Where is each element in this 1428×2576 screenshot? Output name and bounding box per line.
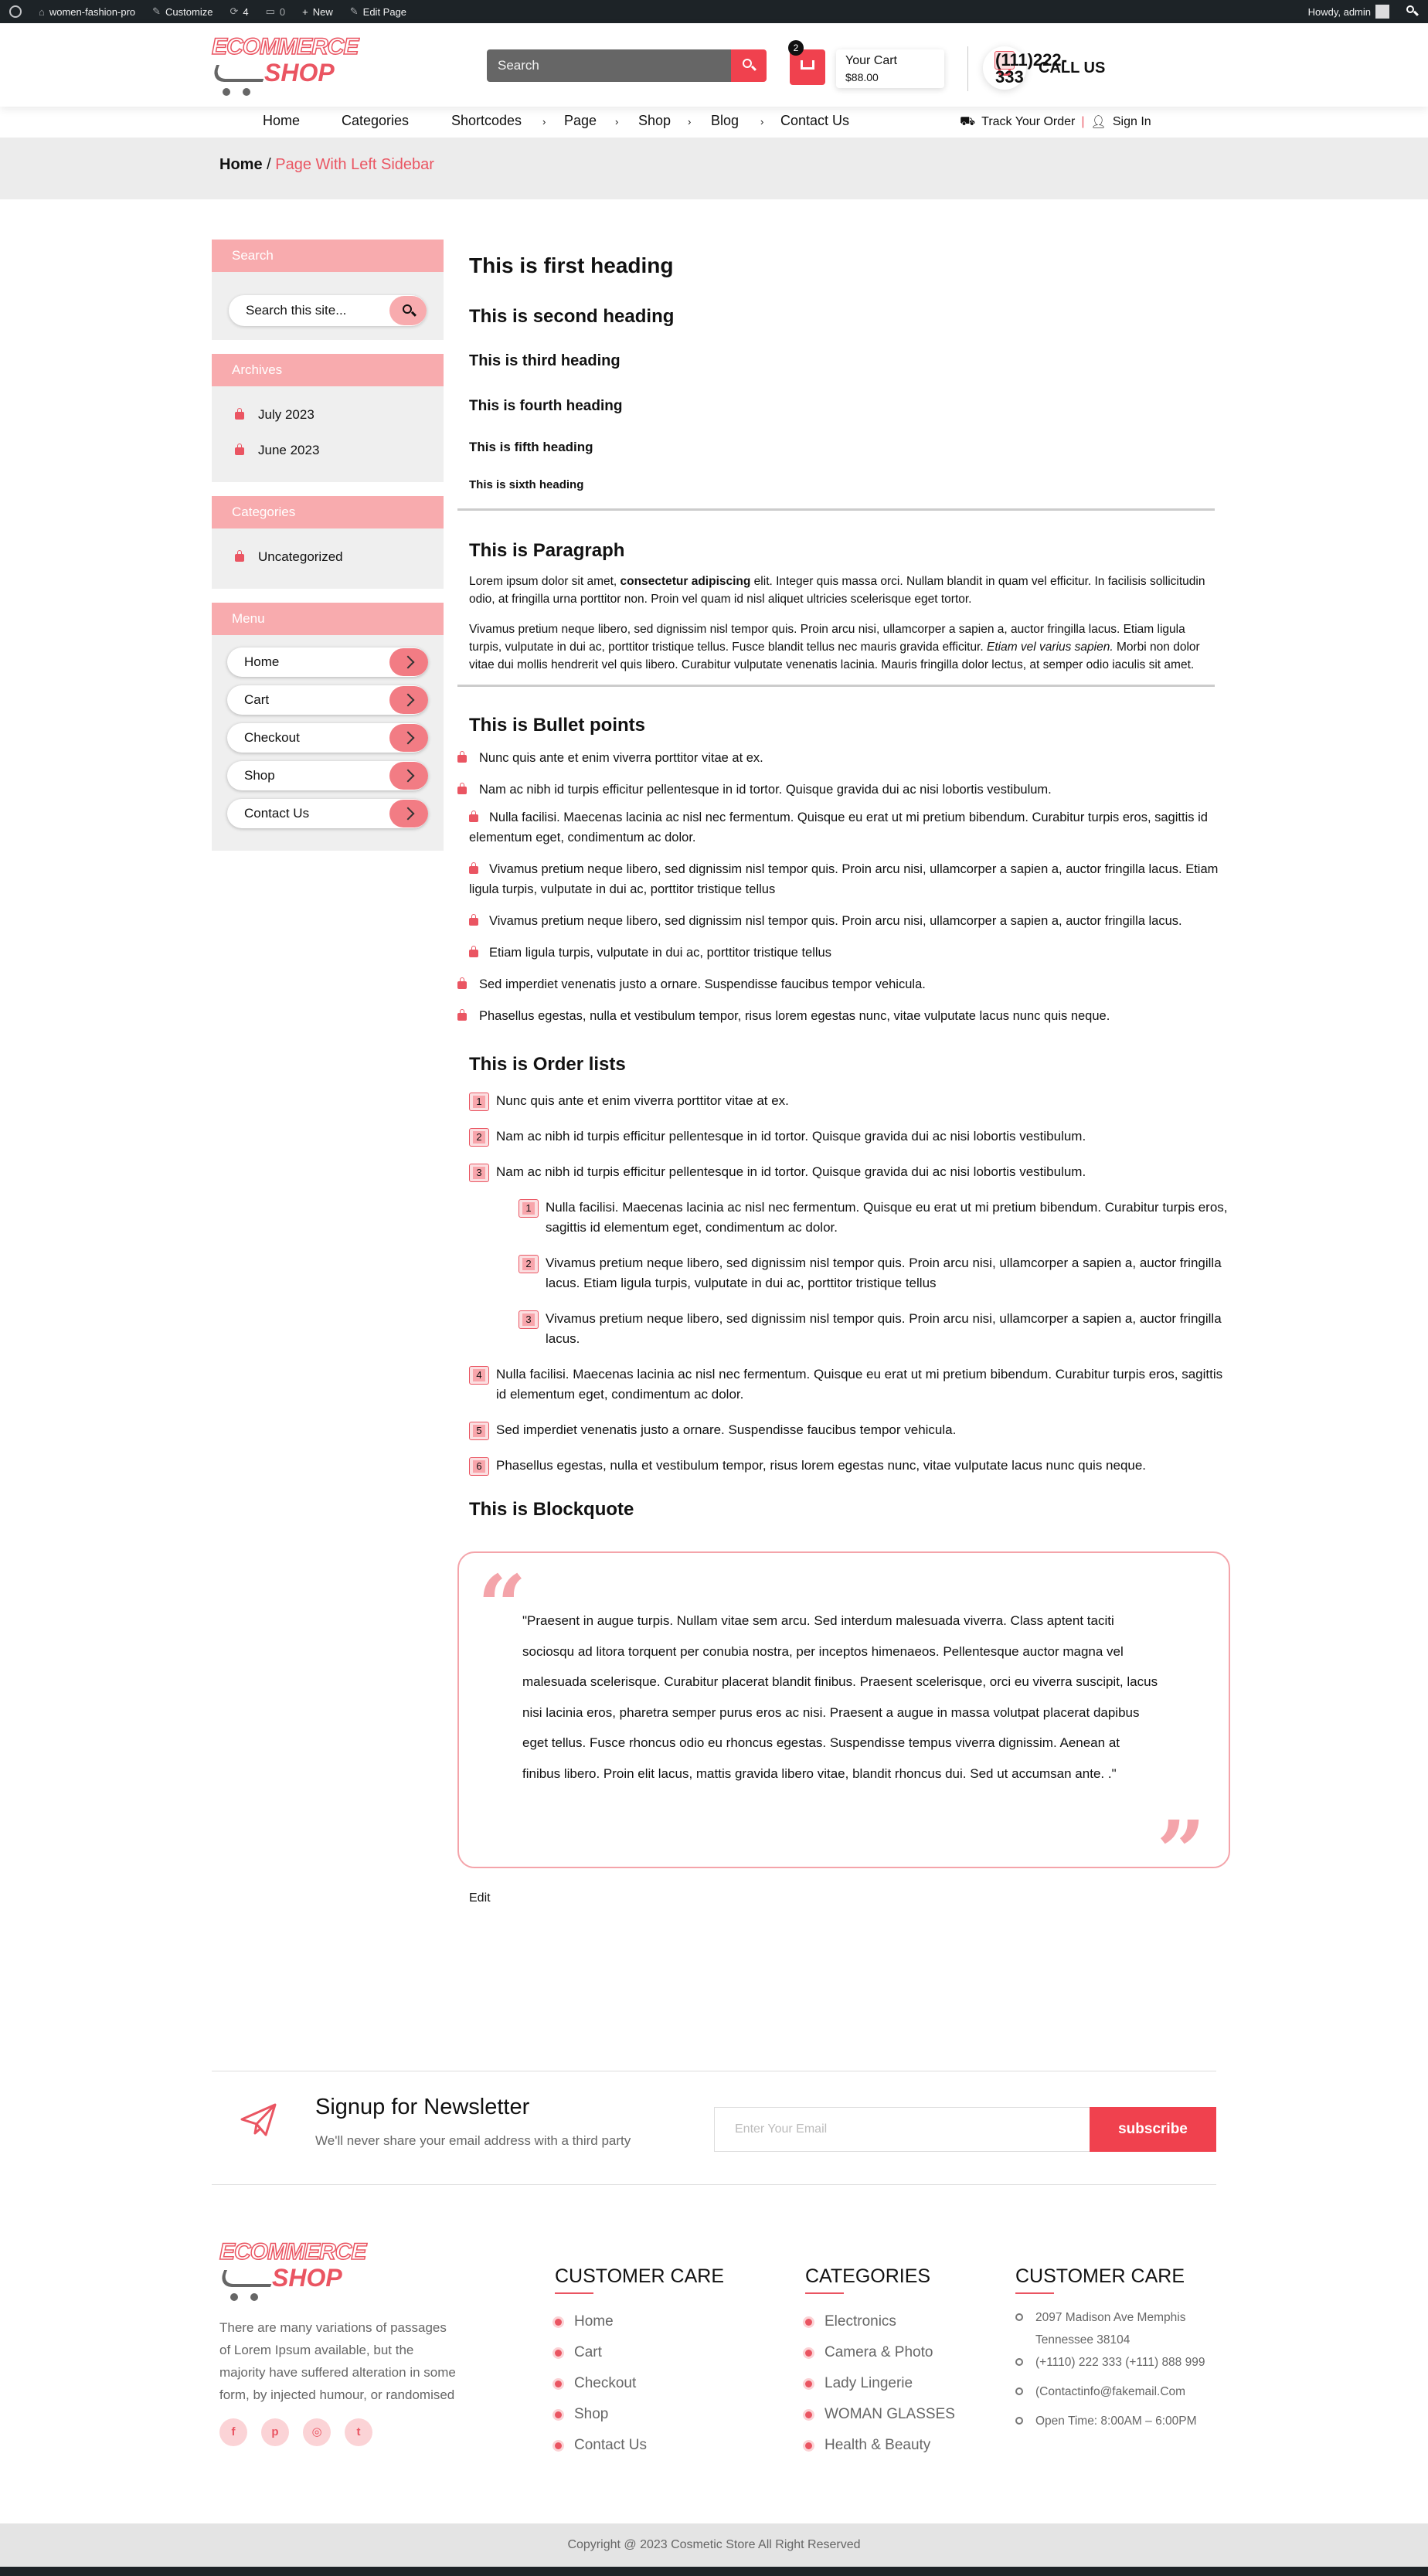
bag-icon [469,918,478,926]
bullet-list [457,974,1230,1026]
sidebar-menu-shop[interactable]: Shop [227,761,428,790]
bag-icon [469,866,478,874]
divider [457,685,1215,687]
site-logo[interactable]: ECOMMERCE SHOP [212,34,343,96]
archive-item[interactable]: July 2023 [235,397,420,433]
sidebar-menu-checkout[interactable]: Checkout [227,723,428,753]
admin-site-name[interactable]: ⌂ women-fashion-pro [39,5,136,18]
pencil-icon: ✎ [349,5,359,17]
list-item: Nam ac nibh id turpis efficitur pellentesque in id tortor. Quisque gravida dui ac nisi lobortis vestibulum. [457,780,1230,800]
nav-contact-us[interactable]: Contact Us [780,113,850,128]
footer-link[interactable]: Cart [555,2337,724,2368]
newsletter [212,2071,1216,2185]
admin-bar [0,0,1428,23]
bag-icon [235,447,244,455]
quote-close-icon: ” [1156,1802,1205,1901]
footer-logo[interactable]: ECOMMERCE SHOP [219,2239,351,2301]
mail-icon [1015,2387,1023,2395]
header-search [487,49,767,82]
footer-contact: CUSTOMER CARE 2097 Madison Ave Memphis Tennessee 38104 (+1110) 222 333 (+111) 888 999 (Contactinfo@fakemail.Com Open Time: 8:00AM – 6:00PM [1015,2265,1224,2439]
list-item: Vivamus pretium neque libero, sed dignissim nisl tempor quis. Proin arcu nisi, ullamcorper a sapien a, auctor fringilla lacus. Etiam ligula turpis, vulputate in dui ac, porttitor tristique tellus [469,862,1219,896]
heading-2: This is second heading [469,306,675,327]
paragraph: Vivamus pretium neque libero, sed dignissim nisl tempor quis. Proin arcu nisi, ullamcorper a sapien a, auctor fringilla lacus. Etiam ligula turpis, vulputate in dui ac, porttitor tristique tellus. Fusce blandit tellus nec mauris gravida efficitur. Etiam vel varius sapien. Morbi non dolor vitae dui mollis hendrerit vel quis libero. Curabitur vulputate venenatis lacinia. Mauris fringilla dolor lectus, at semper odio iaculis sit amet. [469,623,1200,671]
search-icon [743,59,752,68]
admin-edit-page[interactable]: ✎ Edit Page [349,5,407,18]
footer-link[interactable]: Contact Us [555,2430,724,2461]
chevron-right-icon: › [688,116,692,127]
footer-link[interactable]: WOMAN GLASSES [805,2399,955,2430]
call-number[interactable]: (111)222-333 [995,50,1067,87]
subscribe-button[interactable]: subscribe [1090,2107,1216,2152]
admin-account[interactable]: Howdy, admin [1308,5,1389,19]
header-search-input[interactable] [487,49,731,82]
chevron-right-icon[interactable] [389,648,428,676]
footer-about: There are many variations of passages of Lorem Ipsum available, but the majority have suffered alteration in some form, by injected humour, or randomised [219,2320,456,2402]
breadcrumb-current: Page With Left Sidebar [275,156,434,173]
footer-link[interactable]: Shop [555,2399,724,2430]
track-order-link[interactable]: Track Your Order [981,115,1076,128]
footer-customer-care: CUSTOMER CARE Home Cart Checkout Shop Contact Us [555,2265,724,2461]
social-links [219,2418,372,2446]
footer-hours: Open Time: 8:00AM – 6:00PM [1015,2410,1224,2439]
footer-link[interactable]: Health & Beauty [805,2430,955,2461]
bag-icon [457,787,467,794]
site-header [0,23,1428,107]
nav-page[interactable]: Page [564,113,597,128]
bag-icon [235,412,244,420]
home-icon: ⌂ [39,5,45,18]
admin-comments[interactable]: ▭ 0 [265,5,286,18]
quote-open-icon: “ [478,1556,527,1656]
heading-3: This is third heading [469,352,620,369]
sidebar-search-input[interactable]: Search this site... [229,295,427,326]
list-item: 2 Vivamus pretium neque libero, sed dignissim nisl tempor quis. Proin arcu nisi, ullamcorper a sapien a, auctor fringilla lacus. Etiam ligula turpis, vulputate in dui ac, porttitor tristique tellus [507,1253,1230,1293]
footer-link[interactable]: Home [555,2306,724,2337]
refresh-icon: ⟳ [230,5,239,17]
blockquote-title: This is Blockquote [469,1499,634,1520]
admin-search-icon[interactable] [1406,5,1419,18]
newsletter-title: Signup for Newsletter [315,2095,530,2119]
heading-1: This is first heading [469,253,674,277]
edit-link[interactable]: Edit [469,1891,491,1905]
breadcrumb-home[interactable]: Home [219,156,263,173]
admin-new[interactable]: + New [302,5,333,18]
bag-icon [457,755,467,763]
phone-icon [1015,2358,1023,2366]
newsletter-subtitle: We'll never share your email address with a third party [315,2133,631,2148]
list-item: Etiam ligula turpis, vulputate in dui ac, porttitor tristique tellus [457,943,1230,963]
list-item: 1 Nunc quis ante et enim viverra porttitor vitae at ex. [457,1091,1230,1111]
list-item: 1 Nulla facilisi. Maecenas lacinia ac nisl nec fermentum. Quisque eu erat ut mi pretium bibendum. Curabitur turpis eros, sagittis id elementum eget, condimentum ac dolor. [507,1198,1230,1238]
admin-customize[interactable]: ✎ Customize [152,5,213,18]
list-item: 2 Nam ac nibh id turpis efficitur pellentesque in id tortor. Quisque gravida dui ac nisi lobortis vestibulum. [457,1127,1230,1147]
page-content [457,240,1230,1905]
admin-updates[interactable]: ⟳ 4 [230,5,249,18]
list-item: 6 Phasellus egestas, nulla et vestibulum tempor, risus lorem egestas nunc, vitae vulputate lacus nunc quis neque. [457,1456,1230,1476]
footer-phone: (+1110) 222 333 (+111) 888 999 [1015,2351,1224,2381]
user-icon: 👤︎ [1090,116,1107,129]
nav-shortcodes[interactable]: Shortcodes [451,113,522,128]
list-item: Vivamus pretium neque libero, sed dignissim nisl tempor quis. Proin arcu nisi, ullamcorper a sapien a, auctor fringilla lacus. [457,911,1230,931]
logo-cart-icon [218,2270,277,2287]
instagram-icon[interactable]: ◎ [303,2418,331,2446]
footer-categories: CATEGORIES Electronics Camera & Photo Lady Lingerie WOMAN GLASSES Health & Beauty [805,2265,955,2461]
chevron-right-icon: › [760,116,764,127]
footer-email[interactable]: (Contactinfo@fakemail.Com [1015,2381,1224,2410]
chevron-right-icon: › [615,116,619,127]
sidebar-menu-home[interactable]: Home [227,647,428,677]
location-icon [1015,2313,1023,2321]
nav-categories[interactable]: Categories [342,113,410,128]
heading-6: This is sixth heading [469,478,584,491]
menu-widget: Menu Home Cart Checkout Shop Contact Us [212,603,444,851]
heading-4: This is fourth heading [469,398,623,414]
list-item: 4 Nulla facilisi. Maecenas lacinia ac nisl nec fermentum. Quisque eu erat ut mi pretium bibendum. Curabitur turpis eros, sagittis id elementum eget, condimentum ac dolor. [457,1364,1230,1405]
categories-widget: Categories Uncategorized [212,496,444,589]
twitter-icon[interactable]: t [345,2418,372,2446]
ordered-list [457,1091,1230,1182]
clock-icon [1015,2417,1023,2425]
footer-link[interactable]: Electronics [805,2306,955,2337]
chevron-right-icon[interactable] [389,800,428,828]
cart-amount: $88.00 [845,71,879,83]
chevron-right-icon[interactable] [389,686,428,714]
list-item: Nunc quis ante et enim viverra porttitor vitae at ex. [457,748,1230,768]
header-cart[interactable] [790,42,950,110]
list-item: 5 Sed imperdiet venenatis justo a ornare. Suspendisse faucibus tempor vehicula. [457,1420,1230,1440]
archives-widget: Archives July 2023 June 2023 [212,354,444,482]
cart-summary[interactable]: Your Cart $88.00 [836,49,944,88]
search-widget: Search Search this site... [212,240,444,340]
list-item: Sed imperdiet venenatis justo a ornare. Suspendisse faucibus tempor vehicula. [457,974,1230,994]
comment-icon: ▭ [265,5,275,17]
call-us: CALL US (111)222-333 [983,46,1105,90]
sidebar-menu-contact-us[interactable]: Contact Us [227,799,428,828]
site-footer [212,2233,1216,2465]
bag-icon [457,981,467,989]
copyright-bar: Copyright @ 2023 Cosmetic Store All Right Reserved [0,2523,1428,2567]
bag-icon [469,814,478,822]
heading-5: This is fifth heading [469,440,593,454]
avatar [1375,5,1389,19]
divider [457,508,1215,511]
archive-item[interactable]: June 2023 [235,433,420,468]
search-icon [403,304,412,314]
chevron-right-icon[interactable] [389,724,428,752]
logo-cart-icon [210,65,269,82]
bullet-title: This is Bullet points [469,715,646,736]
bag-icon [235,554,244,562]
bottom-bar [0,2567,1428,2576]
header-search-button[interactable] [731,49,767,82]
bag-icon [469,950,478,957]
order-title: This is Order lists [469,1054,626,1075]
paragraph-title: This is Paragraph [469,540,625,561]
wordpress-logo-icon[interactable] [9,5,22,18]
newsletter-email-input[interactable]: Enter Your Email [714,2107,1091,2152]
sub-bullet-list [457,807,1230,963]
nav-home[interactable]: Home [263,113,301,128]
sub-ordered-list [457,1198,1230,1349]
footer-link[interactable]: Lady Lingerie [805,2368,955,2399]
category-item[interactable]: Uncategorized [235,539,420,575]
main-nav: Home Categories Shortcodes › Page › Shop › Blog › Contact Us ⛟ Track Your Order | 👤︎ Sign In [263,113,1151,129]
left-sidebar [212,240,444,865]
cart-count-badge: 2 [788,40,804,56]
paper-plane-icon [240,2102,278,2138]
header-divider [967,46,968,91]
cart-icon[interactable] [790,42,825,85]
list-item: 3 Vivamus pretium neque libero, sed dignissim nisl tempor quis. Proin arcu nisi, ullamcorper a sapien a, auctor fringilla lacus. [507,1309,1230,1349]
pinterest-icon[interactable]: p [261,2418,289,2446]
bag-icon [457,1013,467,1021]
chevron-right-icon[interactable] [389,762,428,790]
list-item: Phasellus egestas, nulla et vestibulum tempor, risus lorem egestas nunc, vitae vulputate lacus nunc quis neque. [457,1006,1230,1026]
sidebar-search-button[interactable] [389,296,427,325]
nav-blog[interactable]: Blog [711,113,740,128]
facebook-icon[interactable]: f [219,2418,247,2446]
sidebar-menu-cart[interactable]: Cart [227,685,428,715]
paragraph: Lorem ipsum dolor sit amet, consectetur adipiscing elit. Integer quis massa orci. Nullam blandit in quam vel efficitur. In facilisis sollicitudin odio, at fringilla urna porttitor non. Proin vel quam id nisl aliquet ultricies scelerisque eget tortor. [469,575,1205,606]
sign-in-link[interactable]: Sign In [1112,115,1151,128]
ordered-list [457,1364,1230,1476]
bullet-list [457,748,1230,800]
list-item: 3 Nam ac nibh id turpis efficitur pellentesque in id tortor. Quisque gravida dui ac nisi lobortis vestibulum. [457,1162,1230,1182]
brush-icon: ✎ [152,5,162,17]
list-item: Nulla facilisi. Maecenas lacinia ac nisl nec fermentum. Quisque eu erat ut mi pretium bibendum. Curabitur turpis eros, sagittis id elementum eget, condimentum ac dolor. [469,811,1208,845]
footer-address: 2097 Madison Ave Memphis Tennessee 38104 [1015,2306,1224,2351]
footer-link[interactable]: Camera & Photo [805,2337,955,2368]
plus-icon: + [302,5,308,18]
truck-icon: ⛟ [960,115,976,128]
chevron-right-icon: › [542,116,546,127]
breadcrumb: Home / Page With Left Sidebar [0,138,1428,199]
footer-link[interactable]: Checkout [555,2368,724,2399]
nav-shop[interactable]: Shop [638,113,672,128]
blockquote: “ "Praesent in augue turpis. Nullam vitae sem arcu. Sed interdum malesuada viverra. Class aptent taciti sociosqu ad litora torquent per conubia nostra, per inceptos himenaeos. Pellentesque auctor magna vel malesuada scelerisque. Curabitur placerat blandit finibus. Praesent scelerisque, orci eu viverra suscipit, lacus nisi lacinia eros, pharetra semper purus eros ac nisi. Praesent a augue in massa volutpat placerat dapibus eget tellus. Fusce rhoncus odio eu rhoncus egestas. Suspendisse tempus viverra dignissim. Aenean at finibus libero. Proin elit lacus, mattis gravida libero vitae, blandit rhoncus dui. Sed ut accumsan ante. ." ” [457,1551,1230,1868]
